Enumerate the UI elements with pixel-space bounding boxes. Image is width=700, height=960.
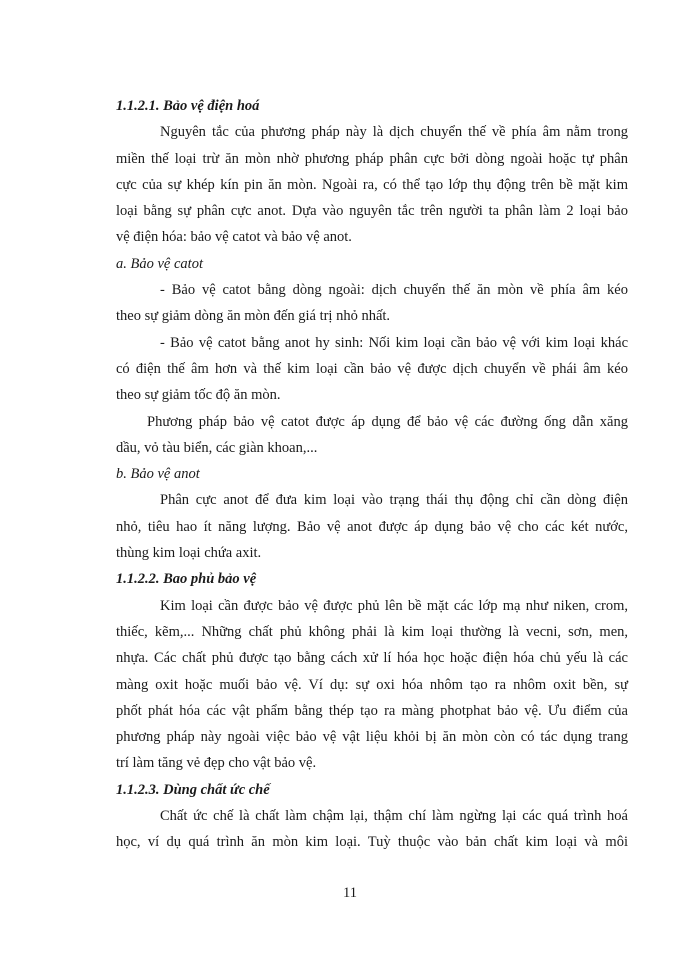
paragraph-line: dầu, vỏ tàu biển, các giàn khoan,...	[116, 439, 318, 456]
paragraph-line: thùng kim loại chứa axit.	[116, 545, 262, 562]
paragraph-line: vệ điện hóa: bảo vệ catot và bảo vệ anot.	[116, 229, 352, 246]
subheading-anodic: b. Bảo vệ anot	[116, 466, 200, 483]
subheading-cathodic: a. Bảo vệ catot	[116, 255, 203, 272]
paragraph-line: theo sự giảm tốc độ ăn mòn.	[116, 387, 281, 404]
paragraph-line: Phân cực anot để đưa kim loại vào trạng thái thụ động chỉ cần dòng điện	[160, 492, 628, 509]
section-heading-coating: 1.1.2.2. Bao phủ bảo vệ	[116, 571, 257, 588]
paragraph-line: có điện thế âm hơn và thế kim loại cần bảo vệ được dịch chuyển về phái âm kéo	[116, 360, 628, 377]
paragraph-line: màng oxit hoặc muối bảo vệ. Ví dụ: sự oxi hóa nhôm tạo ra nhôm oxit bền, sự	[116, 676, 628, 693]
paragraph-line: theo sự giảm dòng ăn mòn đến giá trị nhỏ nhất.	[116, 308, 391, 325]
paragraph-line: trí làm tăng vẻ đẹp cho vật bảo vệ.	[116, 755, 317, 772]
paragraph-line: phốt phát hóa các vật phẩm bằng thép tạo ra màng photphat bảo vệ. Ưu điểm của	[116, 702, 628, 719]
paragraph-line: - Bảo vệ catot bằng dòng ngoài: dịch chuyển thế ăn mòn về phía âm kéo	[160, 282, 628, 299]
paragraph-line: nhỏ, tiêu hao ít năng lượng. Bảo vệ anot được áp dụng bảo vệ cho các két nước,	[116, 518, 628, 535]
paragraph-line: Nguyên tắc của phương pháp này là dịch chuyển thế về phía âm nằm trong	[160, 124, 628, 141]
paragraph-line: loại bằng sự phân cực anot. Dựa vào nguyên tắc trên người ta phân làm 2 loại bảo	[116, 203, 628, 220]
paragraph-line: Kim loại cần được bảo vệ được phủ lên bề mặt các lớp mạ như niken, crom,	[160, 597, 628, 614]
paragraph-line: Chất ức chế là chất làm chậm lại, thậm chí làm ngừng lại các quá trình hoá	[160, 808, 628, 825]
page-number: 11	[343, 885, 357, 901]
paragraph-line: cực của sự khép kín pin ăn mòn. Ngoài ra, có thể tạo lớp thụ động trên bề mặt kim	[116, 176, 628, 193]
paragraph-line: miền thế loại trừ ăn mòn nhờ phương pháp phân cực bởi dòng ngoài hoặc tự phân	[116, 150, 628, 167]
paragraph-line: thiếc, kẽm,... Những chất phủ không phải là kim loại thường là vecni, sơn, men,	[116, 623, 628, 640]
paragraph-line: Phương pháp bảo vệ catot được áp dụng để bảo vệ các đường ống dẫn xăng	[147, 413, 628, 430]
paragraph-line: phương pháp này ngoài việc bảo vệ vật liệu khỏi bị ăn mòn còn có tác dụng trang	[116, 729, 628, 746]
paragraph-line: học, ví dụ quá trình ăn mòn kim loại. Tuỳ thuộc vào bản chất kim loại và môi	[116, 834, 628, 851]
page-body	[116, 93, 628, 856]
paragraph-line: - Bảo vệ catot bằng anot hy sinh: Nối kim loại cần bảo vệ với kim loại khác	[160, 334, 628, 351]
section-heading-electrochemical: 1.1.2.1. Bảo vệ điện hoá	[116, 98, 260, 114]
section-heading-inhibitor: 1.1.2.3. Dùng chất ức chế	[116, 781, 270, 798]
paragraph-line: nhựa. Các chất phủ được tạo bằng cách xử lí hóa học hoặc điện hóa chủ yếu là các	[116, 650, 628, 667]
